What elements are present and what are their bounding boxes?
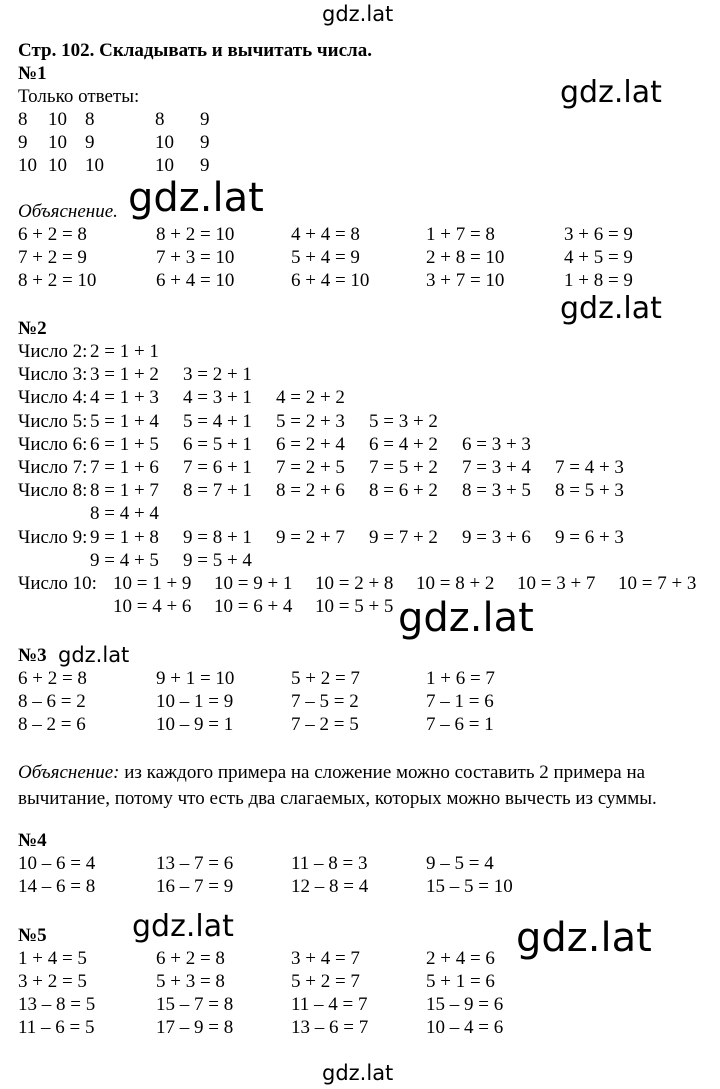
cell: 15 – 5 = 10 [426,876,513,897]
cell: 6 + 2 = 8 [18,668,87,689]
cell: 17 – 9 = 8 [156,1017,234,1038]
number-label: Число 5: [18,410,88,432]
cell: 9 + 1 = 10 [156,668,235,689]
cell: 6 + 4 = 10 [291,270,370,291]
cell: 4 + 4 = 8 [291,224,360,245]
cell: 9 – 5 = 4 [426,853,494,874]
equation: 10 = 4 + 6 [113,596,192,618]
equation: 9 = 5 + 4 [183,549,252,571]
equation: 10 = 8 + 2 [416,573,495,594]
cell: 1 + 8 = 9 [564,270,633,291]
cell: 7 + 2 = 9 [18,247,87,268]
number-label: Число 2: [18,341,88,362]
cell: 15 – 9 = 6 [426,994,504,1015]
cell: 3 + 6 = 9 [564,224,633,245]
cell: 9 [200,155,210,176]
cell: 10 – 6 = 4 [18,853,96,874]
cell: 10 – 1 = 9 [156,691,234,712]
cell: 12 – 8 = 4 [291,876,369,897]
watermark: gdz.lat [560,75,662,110]
answers-label: Только ответы: [18,86,140,107]
cell: 6 + 4 = 10 [156,270,235,291]
equation: 6 = 3 + 3 [462,433,531,455]
equation: 4 = 3 + 1 [183,387,252,409]
equation: 7 = 6 + 1 [183,457,252,478]
cell: 9 [200,132,210,153]
equation: 7 = 2 + 5 [276,457,345,478]
equation: 6 = 4 + 2 [369,433,438,455]
cell: 6 + 2 = 8 [18,224,87,245]
section-heading-4: №4 [18,830,47,851]
equation: 7 = 5 + 2 [369,457,438,478]
number-label: Число 4: [18,387,88,409]
equation: 5 = 3 + 2 [369,410,438,432]
equation: 6 = 2 + 4 [276,433,345,455]
equation: 4 = 1 + 3 [90,387,159,409]
cell: 7 – 2 = 5 [291,714,359,735]
cell: 5 + 1 = 6 [426,971,495,992]
equation: 9 = 1 + 8 [90,526,159,548]
cell: 10 – 9 = 1 [156,714,234,735]
equation: 9 = 7 + 2 [369,526,438,548]
number-label: Число 6: [18,433,88,455]
cell: 5 + 4 = 9 [291,247,360,268]
equation: 3 = 1 + 2 [90,364,159,386]
equation: 3 = 2 + 1 [183,364,252,386]
equation: 8 = 4 + 4 [90,503,159,525]
equation: 5 = 4 + 1 [183,410,252,432]
cell: 10 [48,132,67,153]
equation: 10 = 5 + 5 [315,596,394,618]
cell: 9 [85,132,95,153]
cell: 7 + 3 = 10 [156,247,235,268]
cell: 8 [155,109,165,130]
cell: 10 [155,155,174,176]
cell: 8 + 2 = 10 [156,224,235,245]
equation: 8 = 5 + 3 [555,480,624,502]
cell: 4 + 5 = 9 [564,247,633,268]
equation: 8 = 7 + 1 [183,480,252,502]
equation: 10 = 1 + 9 [113,573,192,594]
cell: 8 [18,109,28,130]
equation: 10 = 9 + 1 [214,573,293,594]
cell: 5 + 3 = 8 [156,971,225,992]
cell: 5 + 2 = 7 [291,668,360,689]
cell: 14 – 6 = 8 [18,876,96,897]
cell: 10 [18,155,37,176]
cell: 10 [155,132,174,153]
cell: 7 – 6 = 1 [426,714,494,735]
cell: 1 + 4 = 5 [18,948,87,969]
cell: 16 – 7 = 9 [156,876,234,897]
watermark: gdz.lat [322,2,394,26]
cell: 10 [48,109,67,130]
equation: 9 = 3 + 6 [462,526,531,548]
equation: 6 = 5 + 1 [183,433,252,455]
watermark: gdz.lat [58,643,130,667]
equation: 10 = 3 + 7 [517,573,596,594]
number-label: Число 3: [18,364,88,386]
cell: 3 + 7 = 10 [426,270,505,291]
watermark: gdz.lat [516,915,652,961]
explanation-label: Объяснение. [18,201,118,222]
cell: 9 [18,132,28,153]
cell: 10 – 4 = 6 [426,1017,504,1038]
section-heading-3: №3 [18,645,47,666]
cell: 1 + 6 = 7 [426,668,495,689]
explanation-text: из каждого примера на сложение можно составить 2 примера на вычитание, потому что есть два слагаемых, которых можно вычесть из суммы. [18,762,657,809]
cell: 5 + 2 = 7 [291,971,360,992]
equation: 7 = 4 + 3 [555,457,624,478]
cell: 3 + 2 = 5 [18,971,87,992]
equation: 5 = 1 + 4 [90,410,159,432]
equation: 6 = 1 + 5 [90,433,159,455]
number-label: Число 8: [18,480,88,502]
equation: 10 = 7 + 3 [618,573,697,594]
cell: 11 – 8 = 3 [291,853,368,874]
cell: 6 + 2 = 8 [156,948,225,969]
cell: 7 – 5 = 2 [291,691,359,712]
equation: 10 = 2 + 8 [315,573,394,594]
equation: 8 = 1 + 7 [90,480,159,502]
cell: 7 – 1 = 6 [426,691,494,712]
equation: 8 = 3 + 5 [462,480,531,502]
equation: 9 = 4 + 5 [90,549,159,571]
section-heading-2: №2 [18,318,47,339]
page-title: Стр. 102. Складывать и вычитать числа. [18,40,372,61]
watermark: gdz.lat [128,175,264,221]
cell: 8 + 2 = 10 [18,270,97,291]
explanation-label: Объяснение: [18,762,120,783]
section-heading-1: №1 [18,63,47,84]
cell: 13 – 6 = 7 [291,1017,369,1038]
equation: 7 = 1 + 6 [90,457,159,478]
equation: 9 = 2 + 7 [276,526,345,548]
watermark: gdz.lat [560,291,662,326]
equation: 2 = 1 + 1 [90,341,159,362]
cell: 10 [85,155,104,176]
cell: 8 – 6 = 2 [18,691,86,712]
cell: 2 + 4 = 6 [426,948,495,969]
equation: 9 = 6 + 3 [555,526,624,548]
cell: 2 + 8 = 10 [426,247,505,268]
cell: 11 – 4 = 7 [291,994,368,1015]
cell: 13 – 7 = 6 [156,853,234,874]
explanation-paragraph [18,760,718,812]
equation: 8 = 6 + 2 [369,480,438,502]
section-heading-5: №5 [18,925,47,946]
cell: 13 – 8 = 5 [18,994,96,1015]
number-label: Число 9: [18,526,88,548]
cell: 9 [200,109,210,130]
watermark: gdz.lat [132,909,234,944]
cell: 11 – 6 = 5 [18,1017,95,1038]
equation: 7 = 3 + 4 [462,457,531,478]
watermark: gdz.lat [322,1061,394,1085]
number-label: Число 10: [18,573,97,594]
cell: 10 [48,155,67,176]
cell: 8 [85,109,95,130]
equation: 8 = 2 + 6 [276,480,345,502]
equation: 5 = 2 + 3 [276,410,345,432]
number-label: Число 7: [18,457,88,478]
cell: 8 – 2 = 6 [18,714,86,735]
cell: 15 – 7 = 8 [156,994,234,1015]
equation: 9 = 8 + 1 [183,526,252,548]
cell: 3 + 4 = 7 [291,948,360,969]
cell: 1 + 7 = 8 [426,224,495,245]
watermark: gdz.lat [398,595,534,641]
equation: 10 = 6 + 4 [214,596,293,618]
equation: 4 = 2 + 2 [276,387,345,409]
